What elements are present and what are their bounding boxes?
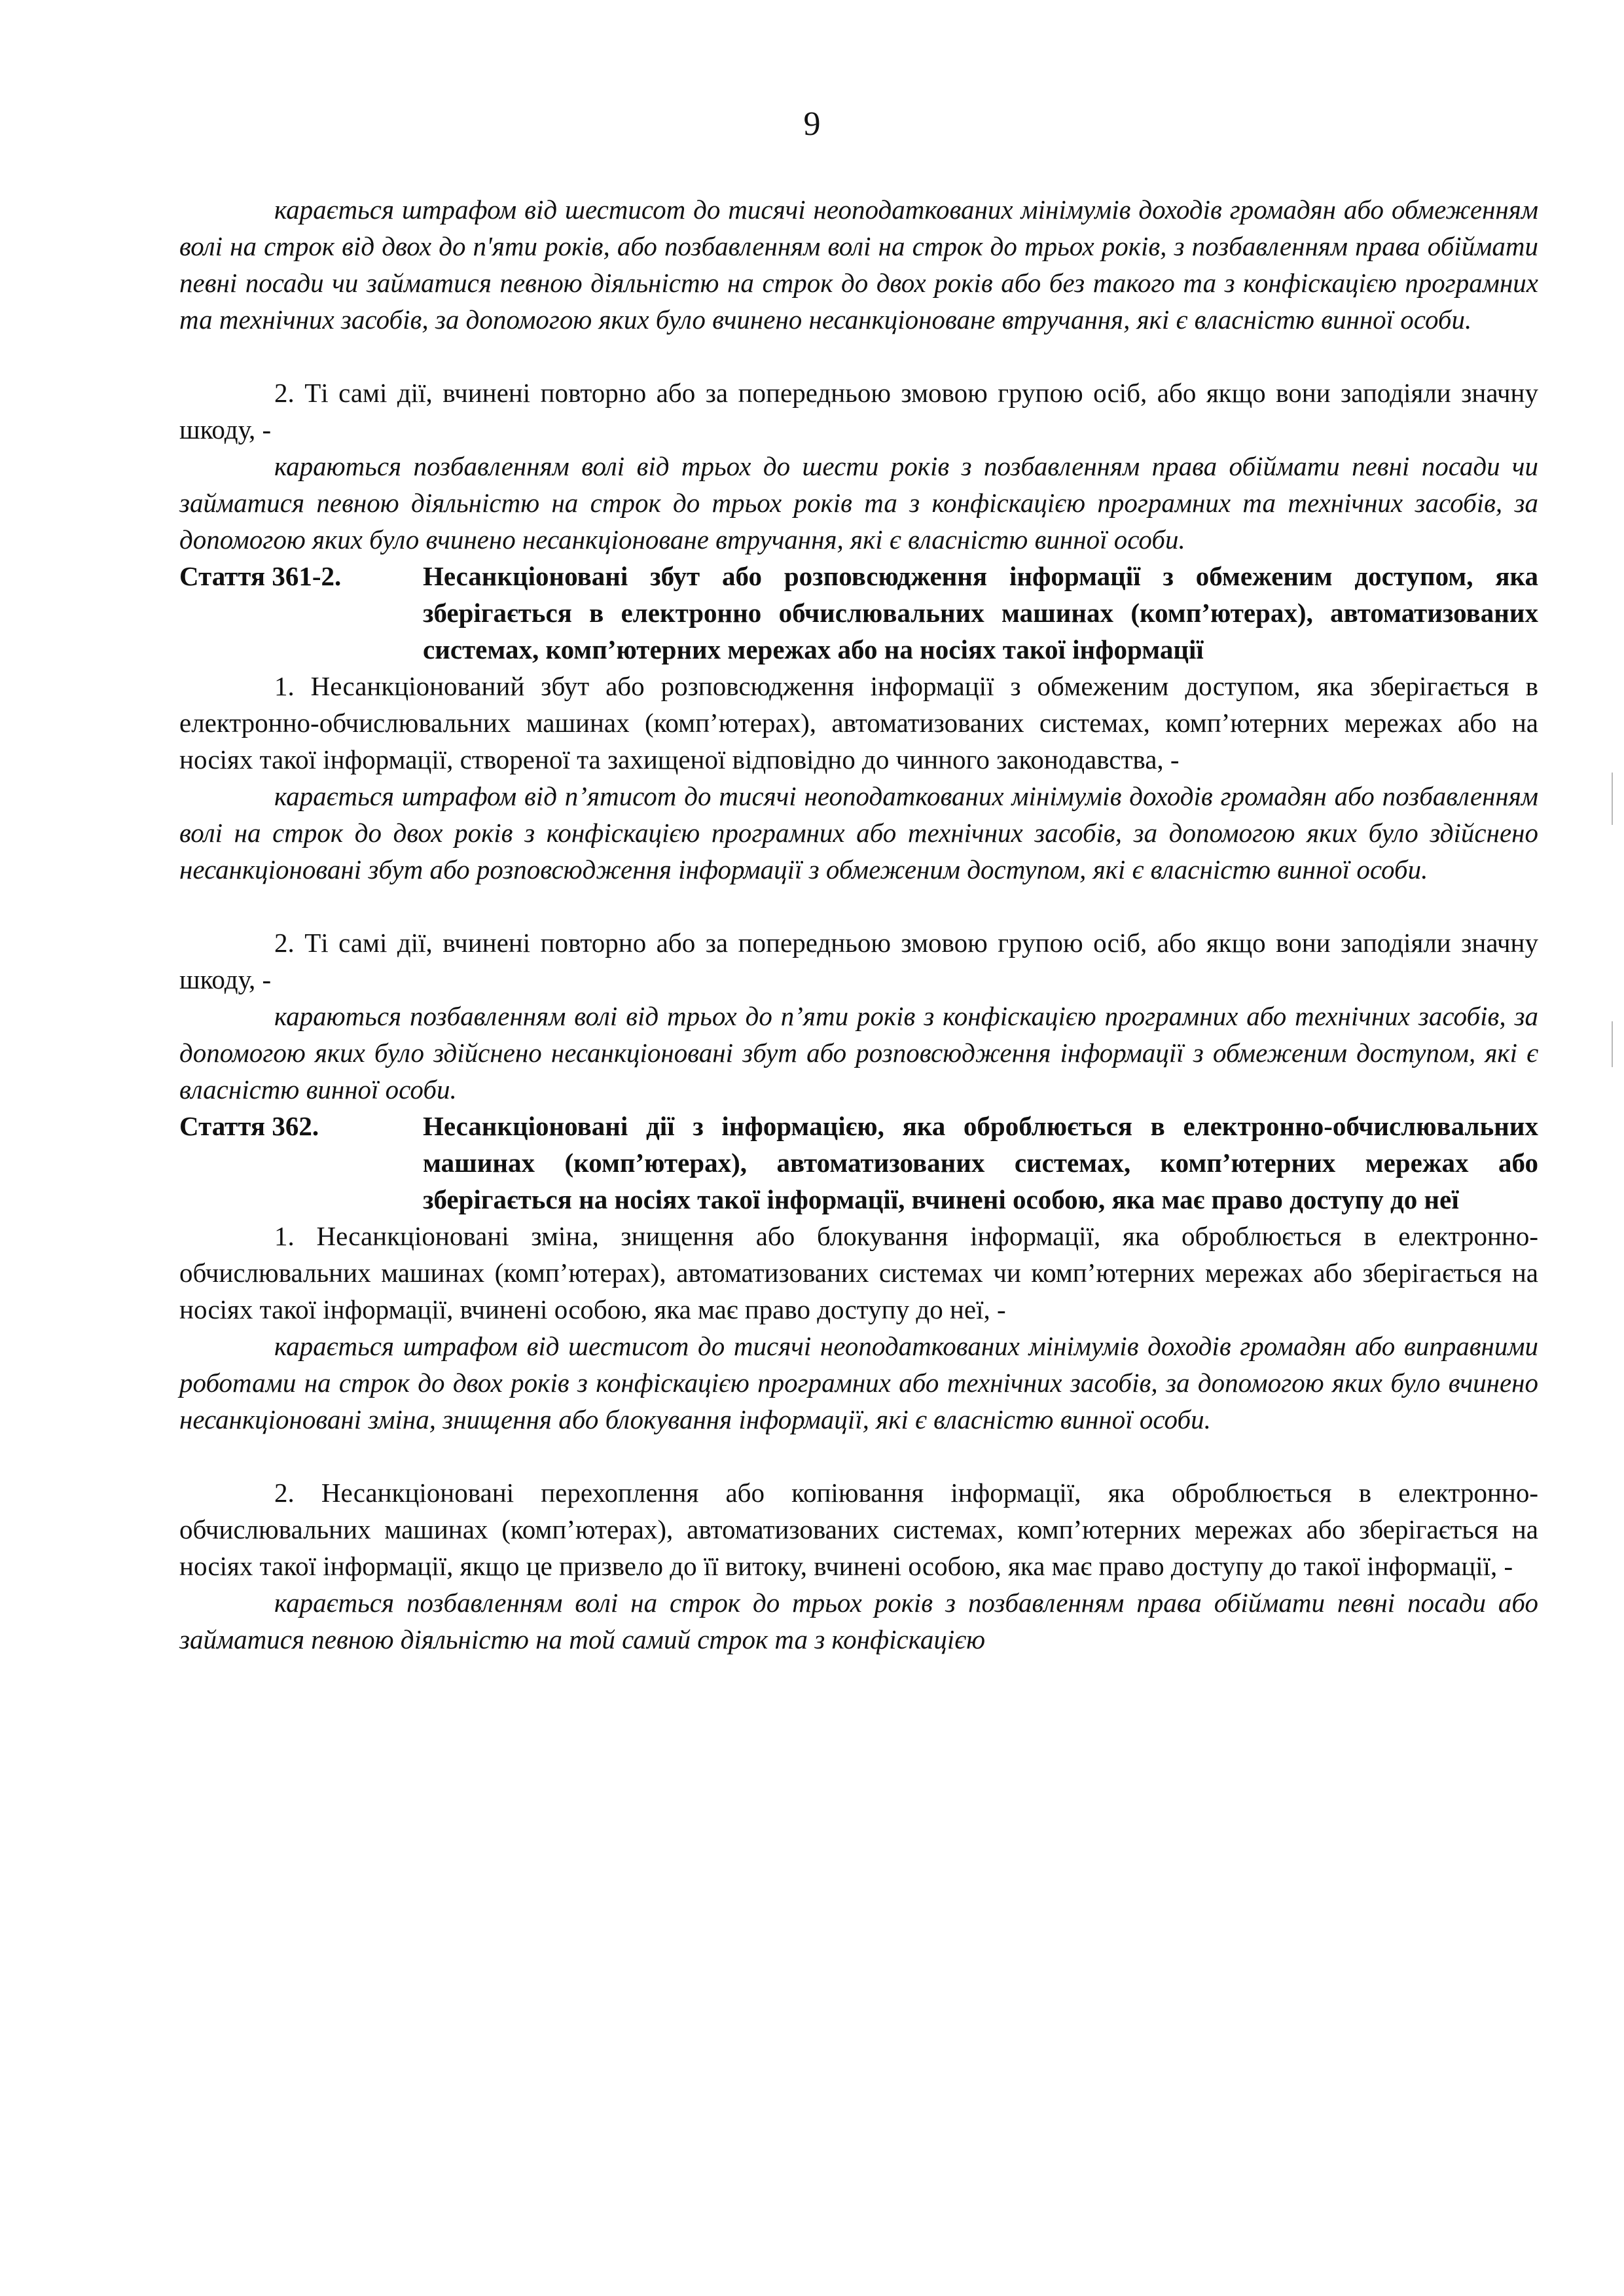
document-body xyxy=(179,191,1538,1658)
clause-paragraph: 1. Несанкціонований збут або розповсюдження інформації з обмеженим доступом, яка зберігається в електронно-обчислювальних машинах (комп’ютерах), автоматизованих системах, комп’ютерних мережах або на носіях такої інформації, створеної та захищеної відповідно до чинного законодавства, - xyxy=(179,671,1538,774)
clause-paragraph: 2. Ті самі дії, вчинені повторно або за попередньою змовою групою осіб, або якщо вони заподіяли значну шкоду, - xyxy=(179,378,1538,445)
article-heading xyxy=(179,1108,1538,1218)
article-heading xyxy=(179,558,1538,668)
article-number: Стаття 362. xyxy=(179,1111,319,1141)
clause-paragraph: 2. Ті самі дії, вчинені повторно або за попередньою змовою групою осіб, або якщо вони заподіяли значну шкоду, - xyxy=(179,928,1538,994)
article-number: Стаття 361-2. xyxy=(179,561,342,591)
penalty-paragraph: карається штрафом від п’ятисот до тисячі неоподаткованих мінімумів доходів громадян або позбавленням волі на строк до двох років з конфіскацією програмних або технічних засобів, за допомогою яких було здійснено несанкціоновані збут або розповсюдження інформації з обмеженим доступом, які є власністю винної особи. xyxy=(179,781,1538,884)
article-title: Несанкціоновані збут або розповсюдження інформації з обмеженим доступом, яка зберігається в електронно обчислювальних машинах (комп’ютерах), автоматизованих системах, комп’ютерних мережах або на носіях такої інформації xyxy=(423,561,1538,665)
penalty-paragraph: караються позбавленням волі від трьох до п’яти років з конфіскацією програмних або технічних засобів, за допомогою яких було здійснено несанкціоновані збут або розповсюдження інформації з обмеженим доступом, які є власністю винної особи. xyxy=(179,1001,1538,1104)
clause-paragraph: 2. Несанкціоновані перехоплення або копіювання інформації, яка оброблюється в електронно-обчислювальних машинах (комп’ютерах), автоматизованих системах, комп’ютерних мережах або зберігається на носіях такої інформації, якщо це призвело до її витоку, вчинені особою, яка має право доступу до такої інформації, - xyxy=(179,1478,1538,1581)
penalty-paragraph: караються позбавленням волі від трьох до шести років з позбавленням права обіймати певні посади чи займатися певною діяльністю на строк до трьох років та з конфіскацією програмних та технічних засобів, за допомогою яких було вчинено несанкціоноване втручання, які є власністю винної особи. xyxy=(179,451,1538,555)
scan-edge-mark xyxy=(1612,773,1613,825)
penalty-paragraph: карається штрафом від шестисот до тисячі неоподаткованих мінімумів доходів громадян або обмеженням волі на строк від двох до п'яти років, або позбавленням волі на строк до трьох років, з позбавленням права обіймати певні посади чи займатися певною діяльністю на строк до двох років або без такого та з конфіскацією програмних та технічних засобів, за допомогою яких було вчинено несанкціоноване втручання, які є власністю винної особи. xyxy=(179,194,1538,335)
clause-paragraph: 1. Несанкціоновані зміна, знищення або блокування інформації, яка оброблюється в електронно- обчислювальних машинах (комп’ютерах), автоматизованих системах чи комп’ютерних мережах або зберігається на носіях такої інформації, вчинені особою, яка має право доступу до неї, - xyxy=(179,1221,1538,1324)
penalty-paragraph: карається штрафом від шестисот до тисячі неоподаткованих мінімумів доходів громадян або виправними роботами на строк до двох років з конфіскацією програмних або технічних засобів, за допомогою яких було вчинено несанкціоновані зміна, знищення або блокування інформації, які є власністю винної особи. xyxy=(179,1331,1538,1434)
page-number: 9 xyxy=(803,105,821,143)
scan-edge-mark xyxy=(1612,1021,1613,1067)
penalty-paragraph: карається позбавленням волі на строк до трьох років з позбавленням права обіймати певні посади або займатися певною діяльністю на той самий строк та з конфіскацією xyxy=(179,1588,1538,1654)
article-title: Несанкціоновані дії з інформацією, яка оброблюється в електронно-обчислювальних машинах (комп’ютерах), автоматизованих системах, комп’ютерних мережах або зберігається на носіях такої інформації, вчинені особою, яка має право доступу до неї xyxy=(423,1111,1538,1214)
